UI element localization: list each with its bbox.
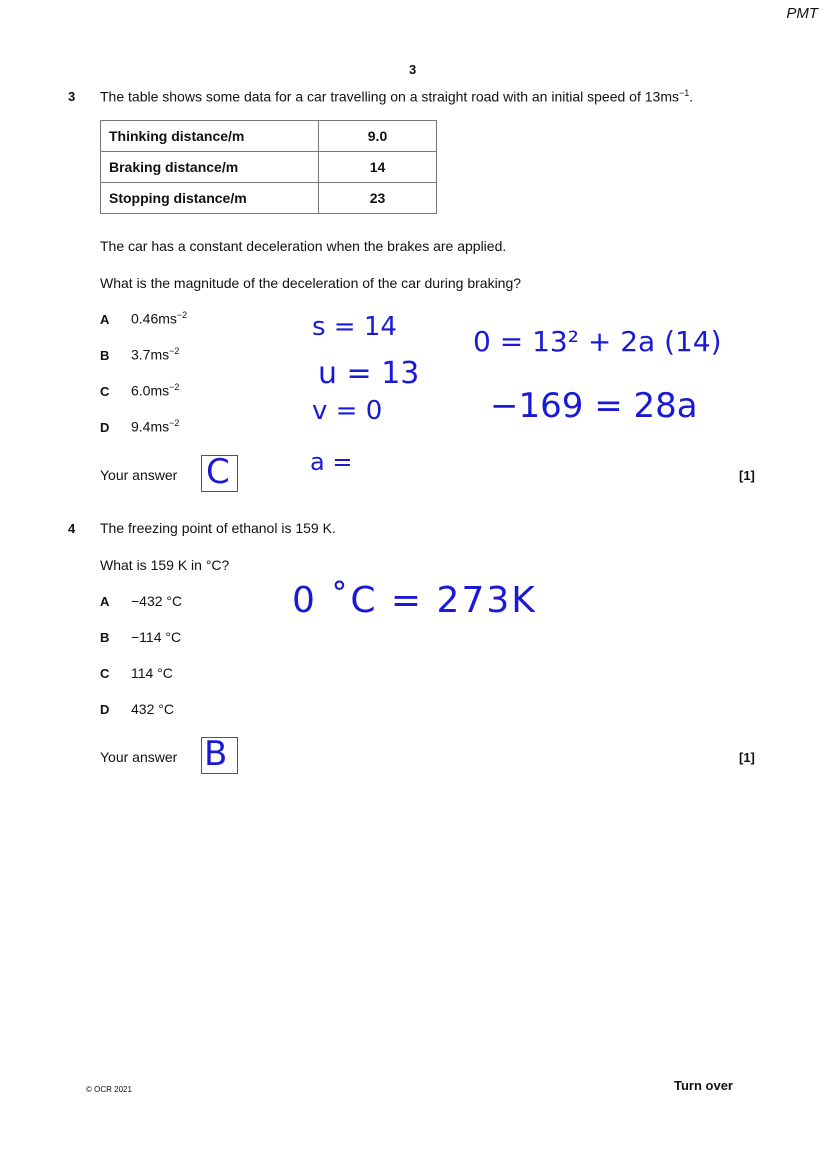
table-cell-label: Braking distance/m: [101, 152, 319, 183]
option-number: 6.0: [131, 382, 151, 399]
handwritten-equation-2: −169 = 28a: [490, 386, 698, 426]
option-c[interactable]: C: [100, 666, 110, 681]
question-3-intro-exp: −1: [679, 88, 690, 98]
option-a-value: [131, 310, 187, 327]
handwritten-equation-1: 0 = 13² + 2a (14): [473, 325, 722, 358]
car-data-table: [100, 120, 437, 214]
option-exp: −2: [169, 418, 180, 428]
question-4-answer-box[interactable]: [201, 734, 238, 774]
turn-over: Turn over: [674, 1078, 733, 1093]
option-b[interactable]: [100, 347, 109, 365]
question-3-number: 3: [68, 89, 76, 104]
question-4-mark: [1]: [739, 750, 755, 765]
table-cell-label: Thinking distance/m: [101, 121, 319, 152]
option-exp: −2: [176, 310, 188, 320]
handwritten-conversion: 0 ˚C = 273K: [292, 580, 537, 621]
handwritten-answer: C: [206, 452, 230, 492]
question-4-statement: The freezing point of ethanol is 159 K.: [100, 520, 336, 536]
option-d[interactable]: D: [100, 702, 110, 717]
question-3-question: What is the magnitude of the deceleration of the car during braking?: [100, 275, 522, 291]
table-row: [101, 121, 437, 152]
option-number: 3.7: [131, 346, 151, 363]
option-number: 9.4: [131, 418, 151, 435]
question-3-intro-end: .: [689, 88, 694, 105]
table-cell-value: 14: [319, 152, 437, 183]
table-row: [101, 183, 437, 214]
question-3-answer-label: Your answer: [100, 467, 178, 483]
question-3-intro: [100, 88, 693, 105]
option-unit: ms: [150, 382, 170, 399]
handwritten-u: u = 13: [318, 356, 420, 391]
question-3-answer-box[interactable]: [201, 452, 238, 492]
option-c[interactable]: [100, 383, 109, 401]
option-number: 0.46: [131, 310, 159, 327]
table-cell-label: Stopping distance/m: [101, 183, 319, 214]
handwritten-a: a =: [310, 448, 353, 476]
option-d-value: 432 °C: [131, 701, 174, 717]
option-a-value: −432 °C: [131, 593, 183, 609]
option-b-value: −114 °C: [131, 629, 182, 645]
table-cell-value: 9.0: [319, 121, 437, 152]
copyright: © OCR 2021: [86, 1085, 132, 1094]
question-3-mark: [1]: [739, 468, 755, 483]
option-d[interactable]: [100, 419, 109, 437]
option-b-value: [131, 346, 179, 363]
handwritten-s: s = 14: [312, 312, 397, 342]
option-a[interactable]: [100, 311, 109, 329]
handwritten-answer: B: [204, 734, 228, 774]
table-cell-value: 23: [319, 183, 437, 214]
option-b[interactable]: B: [100, 630, 110, 645]
handwritten-v: v = 0: [312, 396, 383, 426]
option-d-value: [131, 418, 179, 435]
table-row: [101, 152, 437, 183]
question-3-intro-unit: ms: [660, 88, 679, 105]
option-exp: −2: [169, 346, 180, 356]
question-3-statement: The car has a constant deceleration when the brakes are applied.: [100, 238, 507, 254]
option-c-value: 114 °C: [131, 665, 173, 681]
question-4-answer-label: Your answer: [100, 749, 178, 765]
option-c-value: [131, 382, 179, 399]
option-letter: D: [100, 420, 110, 435]
question-4-question: What is 159 K in °C?: [100, 557, 230, 573]
option-unit: ms: [158, 310, 177, 327]
pmt-label: PMT: [786, 5, 818, 22]
option-unit: ms: [150, 418, 170, 435]
option-a[interactable]: A: [100, 594, 110, 609]
question-3-intro-text: The table shows some data for a car travelling on a straight road with an initial speed of 13: [100, 88, 661, 105]
option-letter: A: [100, 312, 110, 327]
page-number: 3: [409, 62, 417, 77]
option-unit: ms: [150, 346, 170, 363]
option-letter: C: [100, 384, 110, 399]
option-exp: −2: [169, 382, 180, 392]
option-letter: B: [100, 348, 110, 363]
question-4-number: 4: [68, 521, 76, 536]
